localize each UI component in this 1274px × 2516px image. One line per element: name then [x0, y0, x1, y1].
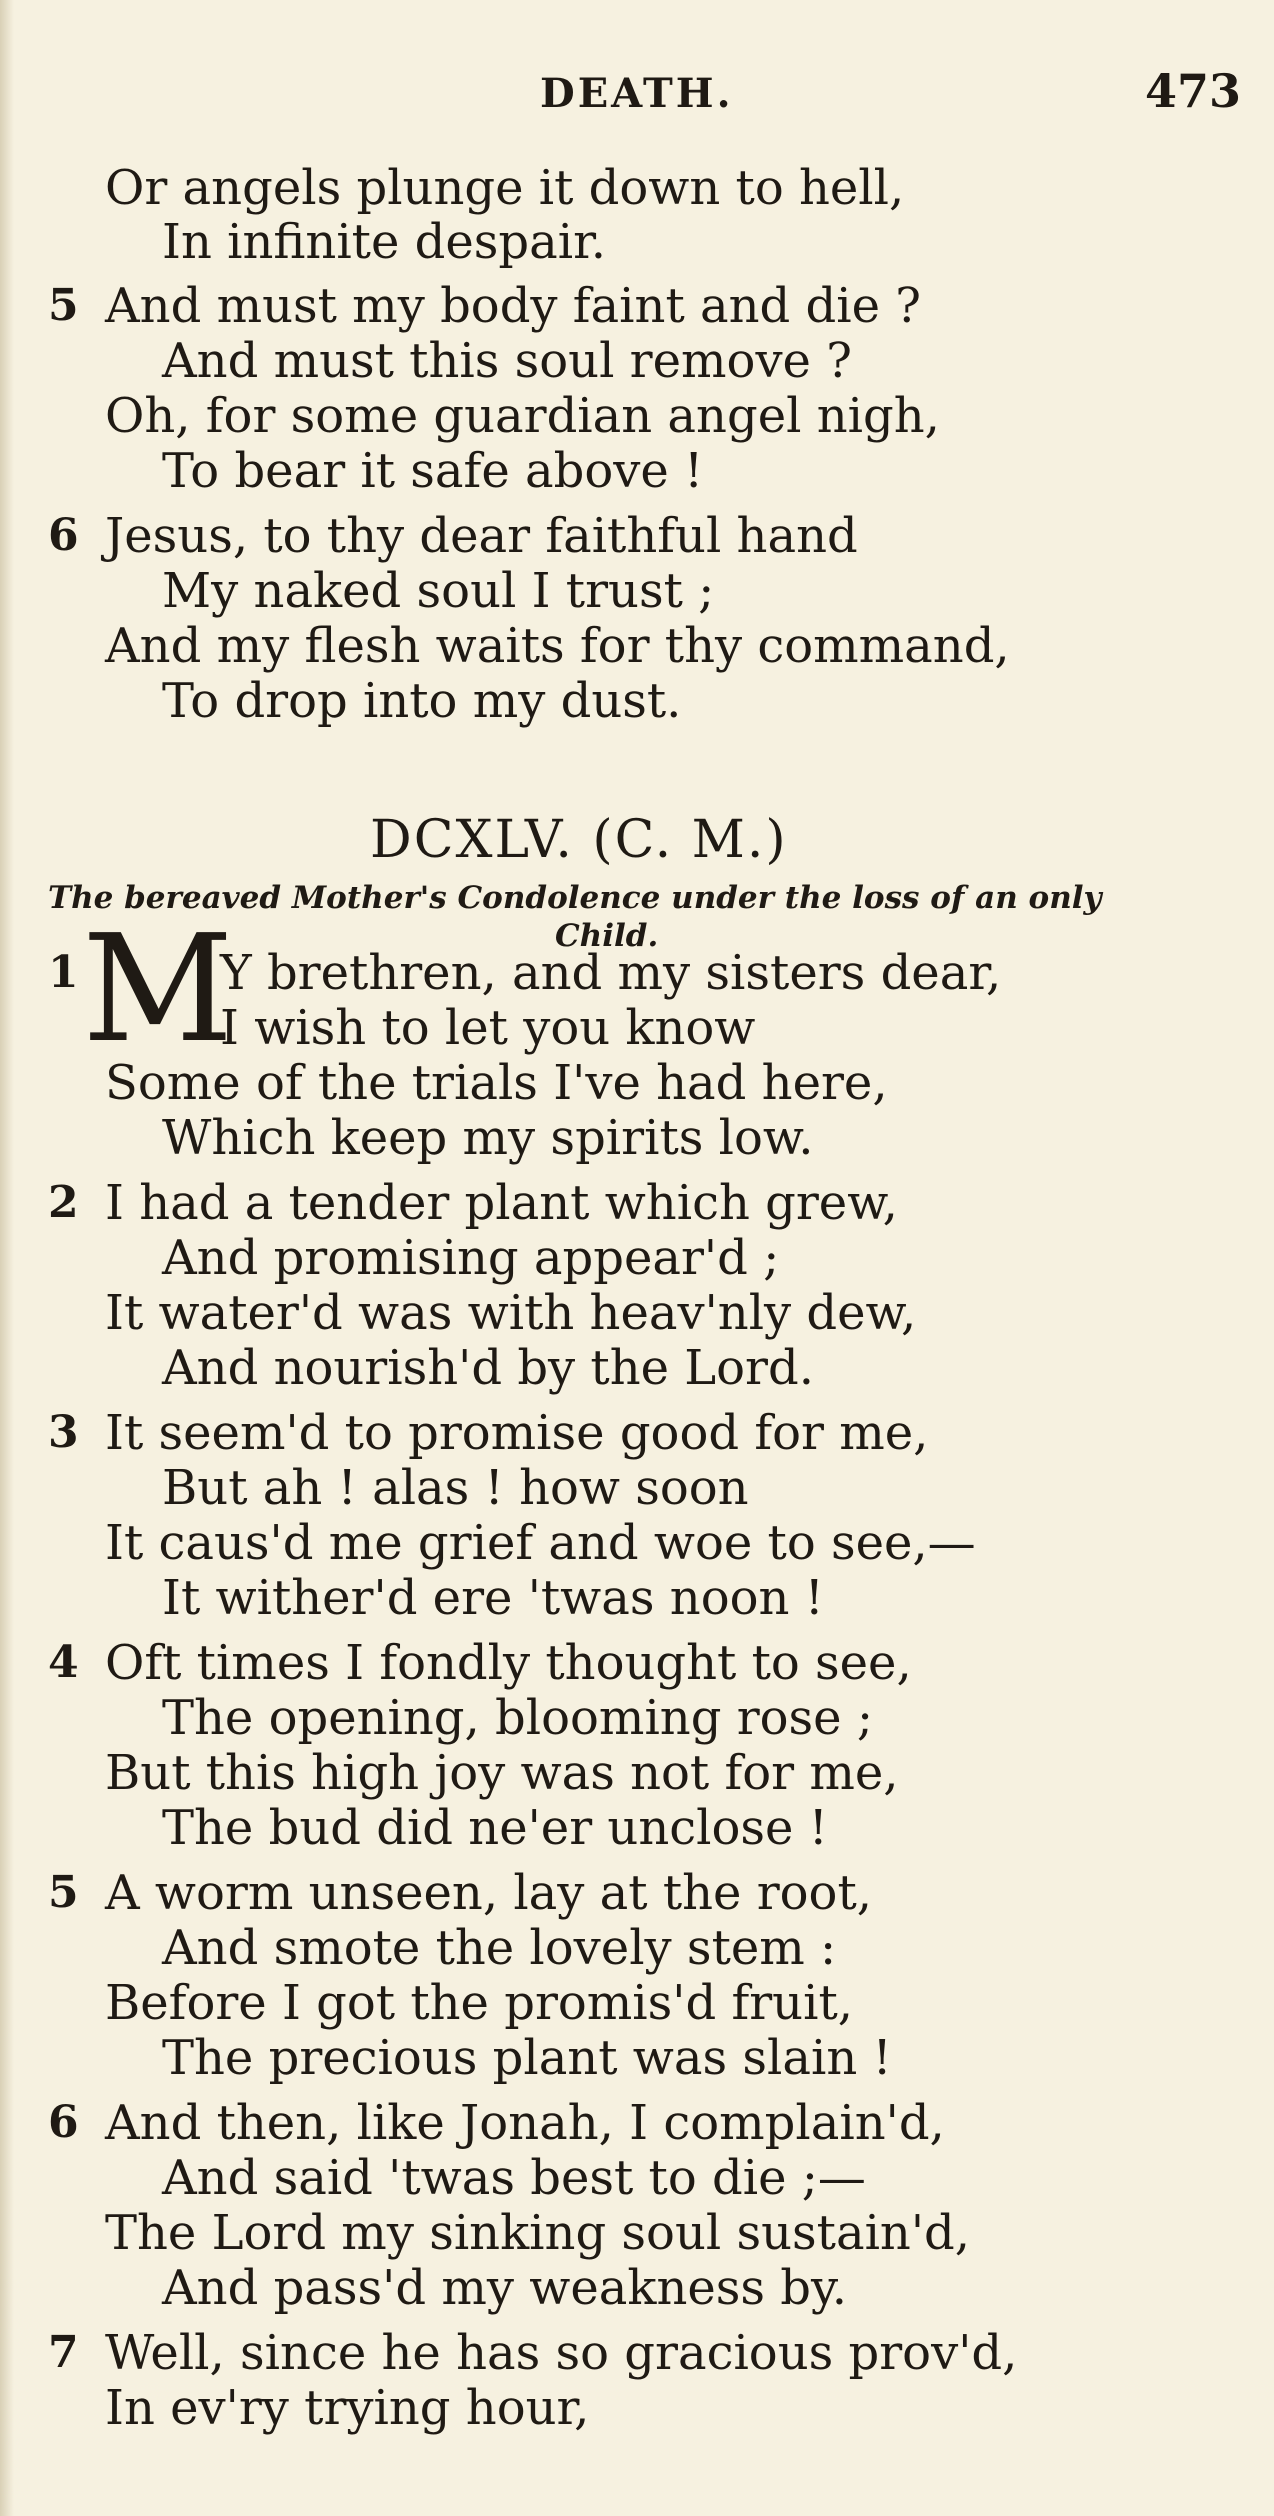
page-number: 473 [1145, 64, 1242, 118]
drop-cap: M [82, 903, 234, 1075]
verse-line: The precious plant was slain ! [162, 2030, 892, 2086]
stanza-number: 3 [48, 1407, 79, 1458]
stanza-number: 4 [48, 1637, 79, 1688]
verse-line: Some of the trials I've had here, [105, 1055, 888, 1111]
verse-line: Which keep my spirits low. [162, 1110, 814, 1166]
verse-line: It water'd was with heav'nly dew, [105, 1285, 917, 1341]
verse-line: And said 'twas best to die ;— [162, 2150, 866, 2206]
stanza-number: 1 [48, 947, 79, 998]
hymn-title: DCXLV. (C. M.) [370, 810, 788, 870]
verse-line: My naked soul I trust ; [162, 563, 715, 619]
verse-line: Oft times I fondly thought to see, [105, 1635, 912, 1691]
verse-line: Before I got the promis'd fruit, [105, 1975, 853, 2031]
verse-line: And must my body faint and die ? [105, 278, 921, 334]
stanza-number: 6 [48, 2097, 79, 2148]
verse-line: The Lord my sinking soul sustain'd, [105, 2205, 971, 2261]
verse-line: And promising appear'd ; [162, 1230, 780, 1286]
verse-line: And pass'd my weakness by. [162, 2260, 848, 2316]
verse-line: And must this soul remove ? [162, 333, 852, 389]
verse-line: A worm unseen, lay at the root, [105, 1865, 872, 1921]
verse-line: I had a tender plant which grew, [105, 1175, 898, 1231]
verse-line: To bear it safe above ! [162, 443, 704, 499]
verse-line: It caus'd me grief and woe to see,— [105, 1515, 976, 1571]
verse-line: And my flesh waits for thy command, [105, 618, 1010, 674]
verse-line: But ah ! alas ! how soon [162, 1460, 749, 1516]
verse-line: And then, like Jonah, I complain'd, [105, 2095, 945, 2151]
verse-line: And smote the lovely stem : [162, 1920, 837, 1976]
verse-line: To drop into my dust. [162, 673, 682, 729]
page-spine-shadow [0, 0, 14, 2516]
stanza-number: 5 [48, 280, 79, 331]
page-header [0, 64, 1274, 130]
verse-line: I wish to let you know [220, 1000, 756, 1056]
verse-line: Or angels plunge it down to hell, [105, 160, 905, 216]
verse-line: The opening, blooming rose ; [162, 1690, 873, 1746]
verse-line: Jesus, to thy dear faithful hand [105, 508, 858, 564]
stanza-number: 5 [48, 1867, 79, 1918]
stanza-number: 2 [48, 1177, 79, 1228]
verse-line: In infinite despair. [162, 214, 607, 270]
verse-line: Well, since he has so gracious prov'd, [105, 2325, 1018, 2381]
stanza-number: 7 [48, 2327, 79, 2378]
hymn-subtitle: The bereaved Mother's Condolence under the loss of an only [48, 880, 1102, 916]
verse-line: Y brethren, and my sisters dear, [220, 945, 1002, 1001]
hymn-subtitle-continued: Child. [555, 918, 659, 954]
verse-line: In ev'ry trying hour, [105, 2380, 590, 2436]
running-head: DEATH. [540, 70, 734, 117]
verse-line: It wither'd ere 'twas noon ! [162, 1570, 824, 1626]
verse-line: The bud did ne'er unclose ! [162, 1800, 828, 1856]
verse-line: But this high joy was not for me, [105, 1745, 899, 1801]
verse-line: Oh, for some guardian angel nigh, [105, 388, 940, 444]
stanza-number: 6 [48, 510, 79, 561]
verse-line: It seem'd to promise good for me, [105, 1405, 929, 1461]
verse-line: And nourish'd by the Lord. [162, 1340, 814, 1396]
